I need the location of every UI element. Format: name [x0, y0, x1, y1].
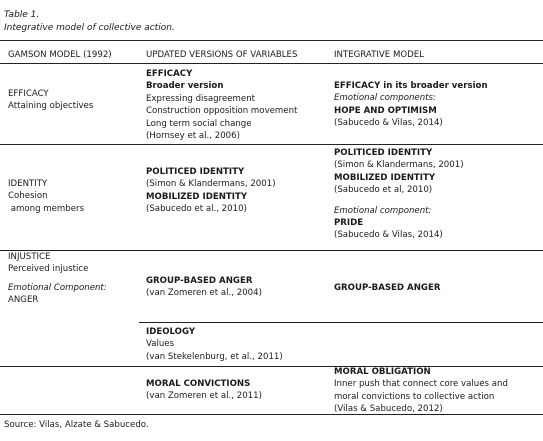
row1-col1: EFFICACY Attaining objectives — [8, 89, 94, 112]
rule-header — [0, 63, 543, 64]
row5-col3: MORAL OBLIGATION Inner push that connect core values and moral convictions to collective action (Vilas & Sabucedo, 2012) — [334, 367, 508, 415]
row1-col3: EFFICACY in its broader version Emotional components: HOPE AND OPTIMISM (Sabucedo & Vilas, 2014) — [334, 81, 488, 129]
rule-bottom — [0, 414, 543, 415]
row4-col2: IDEOLOGY Values (van Stekelenburg, et al., 2011) — [146, 327, 283, 362]
header-updated-versions: UPDATED VERSIONS OF VARIABLES — [146, 50, 298, 60]
row5-col2: MORAL CONVICTIONS (van Zomeren et al., 2011) — [146, 379, 262, 402]
row3-col2: GROUP-BASED ANGER (van Zomeren et al., 2004) — [146, 276, 262, 299]
row2-col1: IDENTITY Cohesion among members — [8, 179, 85, 214]
header-integrative-model: INTEGRATIVE MODEL — [334, 50, 424, 60]
rule-row3 — [139, 322, 543, 323]
table-label: Table 1. — [4, 10, 40, 20]
row3-col3: GROUP-BASED ANGER — [334, 283, 441, 293]
row1-col2: EFFICACY Broader version Expressing disagreement Construction opposition movement Long term social change (Hornsey et al., 2006) — [146, 69, 298, 142]
table-source: Source: Vilas, Alzate & Sabucedo. — [4, 420, 149, 430]
table-title: Integrative model of collective action. — [4, 23, 175, 33]
rule-row1 — [0, 144, 543, 145]
row2-col2: POLITICED IDENTITY (Simon & Klandermans, 2001) MOBILIZED IDENTITY (Sabucedo et al., 2010) — [146, 167, 276, 215]
row3-col1: INJUSTICE Perceived injustice Emotional Component: ANGER — [8, 252, 107, 306]
header-gamson-model: GAMSON MODEL (1992) — [8, 50, 112, 60]
rule-top — [0, 40, 543, 41]
row2-col3: POLITICED IDENTITY (Simon & Klandermans, 2001) MOBILIZED IDENTITY (Sabucedo et al, 2010) Emotional component: PRIDE (Sabucedo & Vilas, 2014) — [334, 148, 464, 241]
